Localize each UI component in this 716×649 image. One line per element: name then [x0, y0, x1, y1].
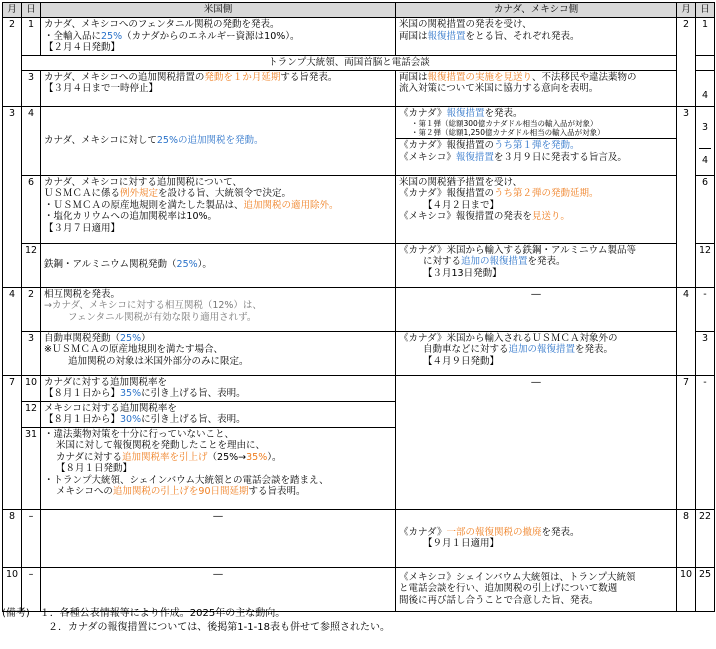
canada-mexico-cell: 《カナダ》一部の報復関税の撤廃を発表。 【９月１日適用】: [396, 509, 677, 567]
day-cell: –: [22, 567, 41, 611]
us-cell: カナダ、メキシコへのフェンタニル関税の発動を発表。 ・全輸入品に25%（カナダからのエネルギー資源は10%）。 【２月４日発動】: [41, 18, 396, 56]
us-cell: ―: [41, 567, 396, 611]
day-cell: 10: [22, 375, 41, 401]
month-cell: 2: [3, 18, 22, 107]
table-notes: [2, 607, 390, 635]
canada-mexico-cell: ―: [396, 287, 677, 331]
day-cell: 2: [22, 287, 41, 331]
day-cell: 3: [22, 331, 41, 375]
table-header-row: [3, 3, 715, 18]
tariff-timeline-table: [2, 2, 715, 612]
month-cell-right: 3: [677, 106, 696, 287]
header-month-right: 月: [677, 3, 696, 18]
canada-mexico-cell: 米国の関税措置の発表を受け、 両国は報復措置をとる旨、それぞれ発表。: [396, 18, 677, 56]
day-cell-right: -: [696, 375, 715, 509]
day-cell-right: 6: [696, 175, 715, 243]
day-cell: 1: [22, 18, 41, 56]
day-cell-right: -: [696, 287, 715, 331]
us-cell: カナダ、メキシコへの追加関税措置の発動を１か月延期する旨発表。 【３月４日まで一時停止】: [41, 70, 396, 106]
month-cell: 10: [3, 567, 22, 611]
header-canada-mexico: カナダ、メキシコ側: [396, 3, 677, 18]
table-row: [3, 567, 715, 611]
day-cell-right: 4: [701, 155, 709, 167]
header-us: 米国側: [41, 3, 396, 18]
day-cell: 12: [22, 243, 41, 287]
day-cell-right: 25: [696, 567, 715, 611]
summit-row: [3, 56, 715, 71]
us-cell: ―: [41, 509, 396, 567]
canada-mexico-cell: 《カナダ》米国から輸入されるＵＳＭＣＡ対象外の 自動車などに対する追加の報復措置を発表。 【４月９日発動】: [396, 331, 677, 375]
day-cell: 3: [22, 70, 41, 106]
canada-mexico-cell: 米国の関税猶予措置を受け、 《カナダ》報復措置のうち第２弾の発動延期。 【４月２日まで】 《メキシコ》報復措置の発表を見送り。: [396, 175, 677, 243]
header-month: 月: [3, 3, 22, 18]
month-cell-right: 7: [677, 375, 696, 509]
us-cell: ・違法薬物対策を十分に行っていないこと、 米国に対して報復関税を発動したことを理由に、 カナダに対する追加関税率を引上げ（25%→35%）。 【８月１日発動】 ・トランプ大統領、シェインバウム大統領との電話会談を踏まえ、 メキシコへの追加関税の引上げを90日間延期する旨表明。: [41, 427, 396, 509]
summit-cell: トランプ大統領、両国首脳と電話会談: [22, 56, 677, 71]
day-cell: –: [22, 509, 41, 567]
month-cell-right: 10: [677, 567, 696, 611]
us-cell: カナダ、メキシコに対して25%の追加関税を発動。: [41, 106, 396, 175]
day-cell-right: 3: [699, 108, 711, 149]
canada-mexico-cell: 《メキシコ》シェインバウム大統領は、トランプ大統領 と電話会談を行い、追加関税の引上げについて数週 間後に再び話し合うことで合意した旨、発表。: [396, 567, 677, 611]
table-row: [3, 331, 715, 375]
month-cell-right: 8: [677, 509, 696, 567]
us-cell: カナダ、メキシコに対する追加関税について、 ＵＳＭＣＡに係る例外規定を設ける旨、大統領令で決定。 ・ＵＳＭＣＡの原産地規則を満たした製品は、追加関税の適用除外。 ・塩化カリウムへの追加関税率は10%。 【３月７日適用】: [41, 175, 396, 243]
note-1: (備考) １．各種公表情報等により作成。2025年の主な動向。: [2, 608, 286, 619]
table-row: [3, 509, 715, 567]
note-2: ２．カナダの報復措置については、後掲第1-1-18表も併せて参照されたい。: [48, 622, 390, 633]
canada-mexico-cell: 《カナダ》報復措置を発表。 ・第１弾（総額300億カナダドル相当の輸入品が対象） ・第２弾（総額1,250億カナダドル相当の輸入品が対象） 《カナダ》報復措置のうち第１弾を発動。 《メキシコ》報復措置を３月９日に発表する旨言及。: [396, 106, 677, 175]
day-cell: 12: [22, 401, 41, 427]
table-row: [3, 375, 715, 401]
month-cell: 4: [3, 287, 22, 375]
table-row: [3, 70, 715, 106]
table-row: [3, 18, 715, 56]
day-cell-right-empty: [696, 56, 715, 71]
day-cell-right: 12: [696, 243, 715, 287]
us-cell: 自動車関税発動（25%） ※ＵＳＭＣＡの原産地規則を満たす場合、 追加関税の対象は米国外部分のみに限定。: [41, 331, 396, 375]
day-cell-right: 3: [696, 331, 715, 375]
month-cell: 7: [3, 375, 22, 509]
month-cell-right: 2: [677, 18, 696, 107]
day-cell: 31: [22, 427, 41, 509]
us-cell: 鉄鋼・アルミニウム関税発動（25%）。: [41, 243, 396, 287]
header-day: 日: [22, 3, 41, 18]
canada-mexico-cell: 両国は報復措置の実施を見送り、不法移民や違法薬物の 流入対策について米国に協力する意向を表明。: [396, 70, 677, 106]
month-cell: 3: [3, 106, 22, 287]
day-cell-right: 4: [696, 70, 715, 106]
day-cell-right-split: [696, 106, 715, 175]
month-cell: 8: [3, 509, 22, 567]
table-row: [3, 175, 715, 243]
canada-mexico-cell: ―: [396, 375, 677, 509]
table-row: [3, 243, 715, 287]
day-cell-right: 1: [696, 18, 715, 56]
day-cell: 6: [22, 175, 41, 243]
us-cell: カナダに対する追加関税率を 【８月１日から】35%に引き上げる旨、表明。: [41, 375, 396, 401]
month-cell-right: 4: [677, 287, 696, 375]
table-row: [3, 106, 715, 175]
us-cell: メキシコに対する追加関税率を 【８月１日から】30%に引き上げる旨、表明。: [41, 401, 396, 427]
us-cell: 相互関税を発表。 →カナダ、メキシコに対する相互関税（12%）は、 フェンタニル関税が有効な限り適用されず。: [41, 287, 396, 331]
day-cell-right: 22: [696, 509, 715, 567]
day-cell: 4: [22, 106, 41, 175]
table-row: [3, 287, 715, 331]
header-day-right: 日: [696, 3, 715, 18]
canada-mexico-cell: 《カナダ》米国から輸入する鉄鋼・アルミニウム製品等 に対する追加の報復措置を発表。 【３月13日発動】: [396, 243, 677, 287]
